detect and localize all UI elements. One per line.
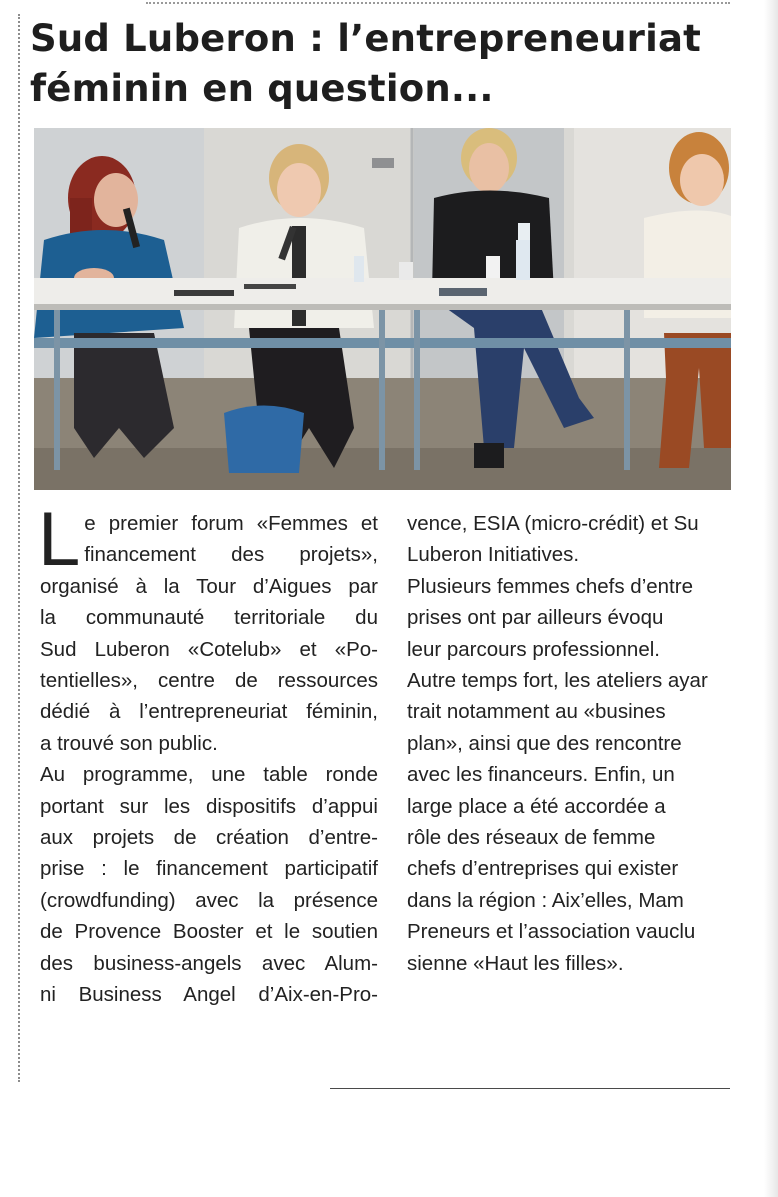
top-dotted-rule [146,2,730,4]
text-line: dédié à l’entrepreneuriat féminin, [40,700,378,724]
text-line: plan», ainsi que des rencontre [407,731,682,755]
text-line: la communauté territoriale du [40,606,378,630]
text-line: vence, ESIA (micro-crédit) et Su [407,512,699,535]
article-photo [34,128,731,490]
text-line: financement des projets», [84,543,378,567]
scan-edge-shadow [764,0,778,1197]
text-line: Autre temps fort, les ateliers ayar [407,669,708,693]
text-line: portant sur les dispositifs d’appui [40,794,378,818]
left-dotted-rule [18,14,20,1082]
text-line: (crowdfunding) avec la présence [40,888,378,912]
paragraph [407,665,732,979]
paragraph [40,759,378,1010]
text-line: organisé à la Tour d’Aigues par [40,574,378,598]
text-line: aux projets de création d’entre- [40,826,378,850]
article-title-line: féminin en question... [30,67,494,110]
text-line: ni Business Angel d’Aix-en-Pro- [40,983,378,1007]
text-line: Sud Luberon «Cotelub» et «Po- [40,637,378,661]
text-line: trait notamment au «busines [407,700,666,724]
article-title [30,14,750,114]
bottom-rule [330,1088,730,1089]
text-line: rôle des réseaux de femme [407,826,656,850]
text-line: des business-angels avec Alum- [40,951,378,975]
article-title-line: Sud Luberon : l’entrepreneuriat [30,17,702,60]
text-line: dans la région : Aix’elles, Mam [407,888,684,912]
text-line: prises ont par ailleurs évoqu [407,606,664,630]
article-column-left [38,497,378,1011]
text-line: avec les financeurs. Enfin, un [407,763,675,787]
text-line: leur parcours professionnel. [407,637,660,661]
text-line: large place a été accordée a [407,794,666,818]
paragraph [407,508,732,571]
text-line: de Provence Booster et le soutien [40,920,378,944]
text-line: sienne «Haut les filles». [407,951,624,975]
article-column-right [407,508,732,979]
text-line: prise : le financement participatif [40,857,378,881]
paragraph [38,497,378,759]
paragraph [407,571,732,665]
text-line: Preneurs et l’association vauclu [407,920,696,944]
text-line: chefs d’entreprises qui exister [407,857,679,881]
dropcap: L [38,497,81,582]
text-line: tentielles», centre de ressources [40,669,378,693]
text-line: Luberon Initiatives. [407,543,580,567]
text-line: e premier forum «Femmes et [84,512,378,535]
text-line: Au programme, une table ronde [40,763,378,787]
text-line: a trouvé son public. [40,731,218,755]
text-line: Plusieurs femmes chefs d’entre [407,574,693,598]
